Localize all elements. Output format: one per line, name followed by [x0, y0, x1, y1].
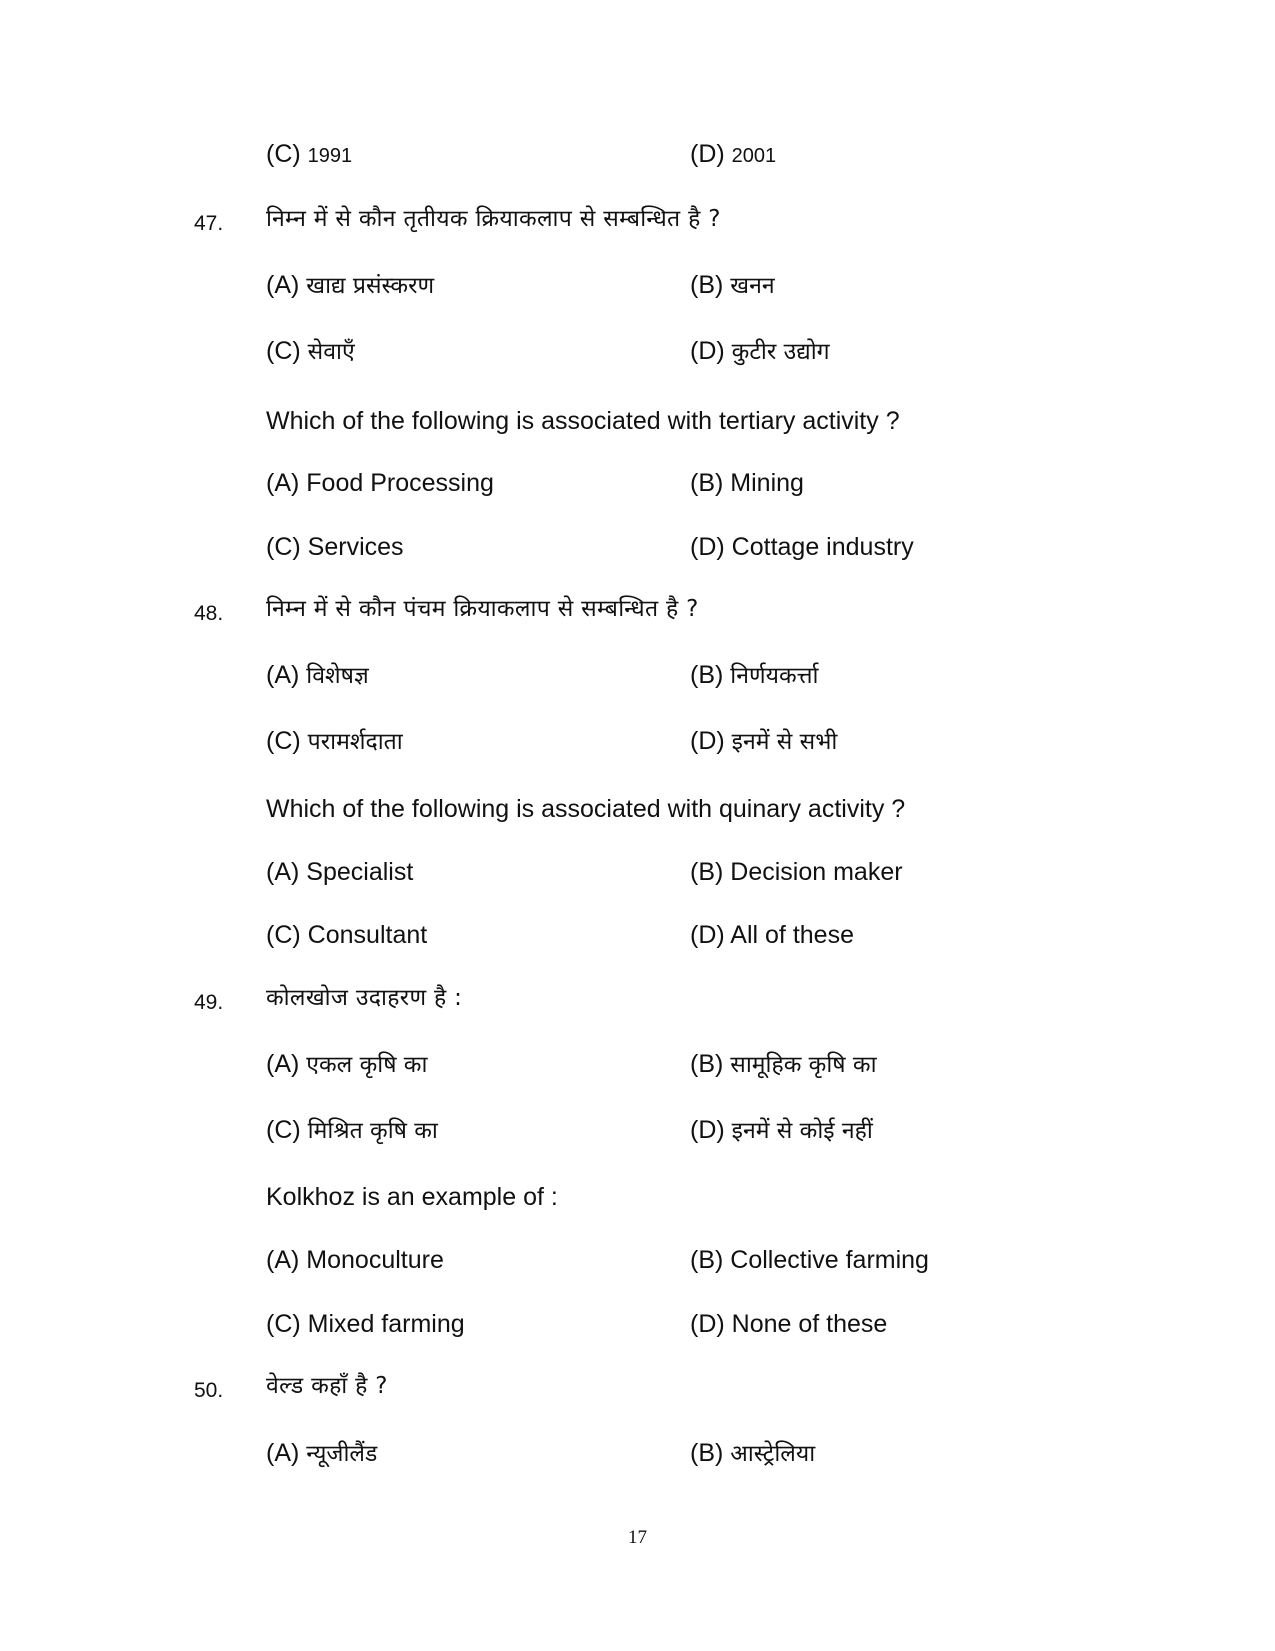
option-b: (B) Decision maker [690, 858, 903, 886]
option-d: (D) All of these [690, 921, 854, 949]
option-a: (A) विशेषज्ञ [266, 661, 369, 689]
option-c: (C) Consultant [266, 921, 428, 949]
option-d: (D) Cottage industry [690, 533, 914, 561]
question-stem-hindi: कोलखोज उदाहरण है : [266, 985, 463, 1011]
option-b: (B) आस्ट्रेलिया [690, 1439, 816, 1467]
question-number: 47. [194, 212, 224, 235]
question-stem-hindi: निम्न में से कौन तृतीयक क्रियाकलाप से सम्बन्धित है ? [266, 206, 721, 232]
option-b: (B) निर्णयकर्त्ता [690, 661, 819, 689]
option-a: (A) एकल कृषि का [266, 1050, 428, 1078]
question-number: 50. [194, 1379, 224, 1402]
page-number: 17 [628, 1527, 647, 1548]
option-b: (B) सामूहिक कृषि का [690, 1050, 877, 1078]
option-c: (C) सेवाएँ [266, 337, 355, 365]
question-stem-hindi: वेल्ड कहाँ है ? [266, 1373, 388, 1399]
question-stem-english: Which of the following is associated with quinary activity ? [266, 795, 906, 823]
option-c: (C) Services [266, 533, 404, 561]
option-c: (C) परामर्शदाता [266, 727, 403, 755]
question-number: 49. [194, 991, 224, 1014]
question-number: 48. [194, 602, 224, 625]
option-b: (B) Collective farming [690, 1246, 929, 1274]
option-a: (A) खाद्य प्रसंस्करण [266, 271, 435, 299]
option-a: (A) Specialist [266, 858, 414, 886]
question-stem-hindi: निम्न में से कौन पंचम क्रियाकलाप से सम्बन्धित है ? [266, 596, 699, 622]
question-stem-english: Which of the following is associated with tertiary activity ? [266, 407, 900, 435]
question-stem-english: Kolkhoz is an example of : [266, 1183, 558, 1211]
option-c: (C) 1991 [266, 140, 353, 168]
option-a: (A) Monoculture [266, 1246, 444, 1274]
option-d: (D) इनमें से सभी [690, 727, 838, 755]
option-c: (C) Mixed farming [266, 1310, 465, 1338]
option-d: (D) None of these [690, 1310, 888, 1338]
option-b: (B) Mining [690, 469, 804, 497]
option-a: (A) न्यूजीलैंड [266, 1439, 378, 1467]
option-d: (D) इनमें से कोई नहीं [690, 1116, 873, 1144]
option-b: (B) खनन [690, 271, 775, 299]
option-a: (A) Food Processing [266, 469, 494, 497]
option-d: (D) 2001 [690, 140, 777, 168]
option-d: (D) कुटीर उद्योग [690, 337, 830, 365]
option-c: (C) मिश्रित कृषि का [266, 1116, 438, 1144]
